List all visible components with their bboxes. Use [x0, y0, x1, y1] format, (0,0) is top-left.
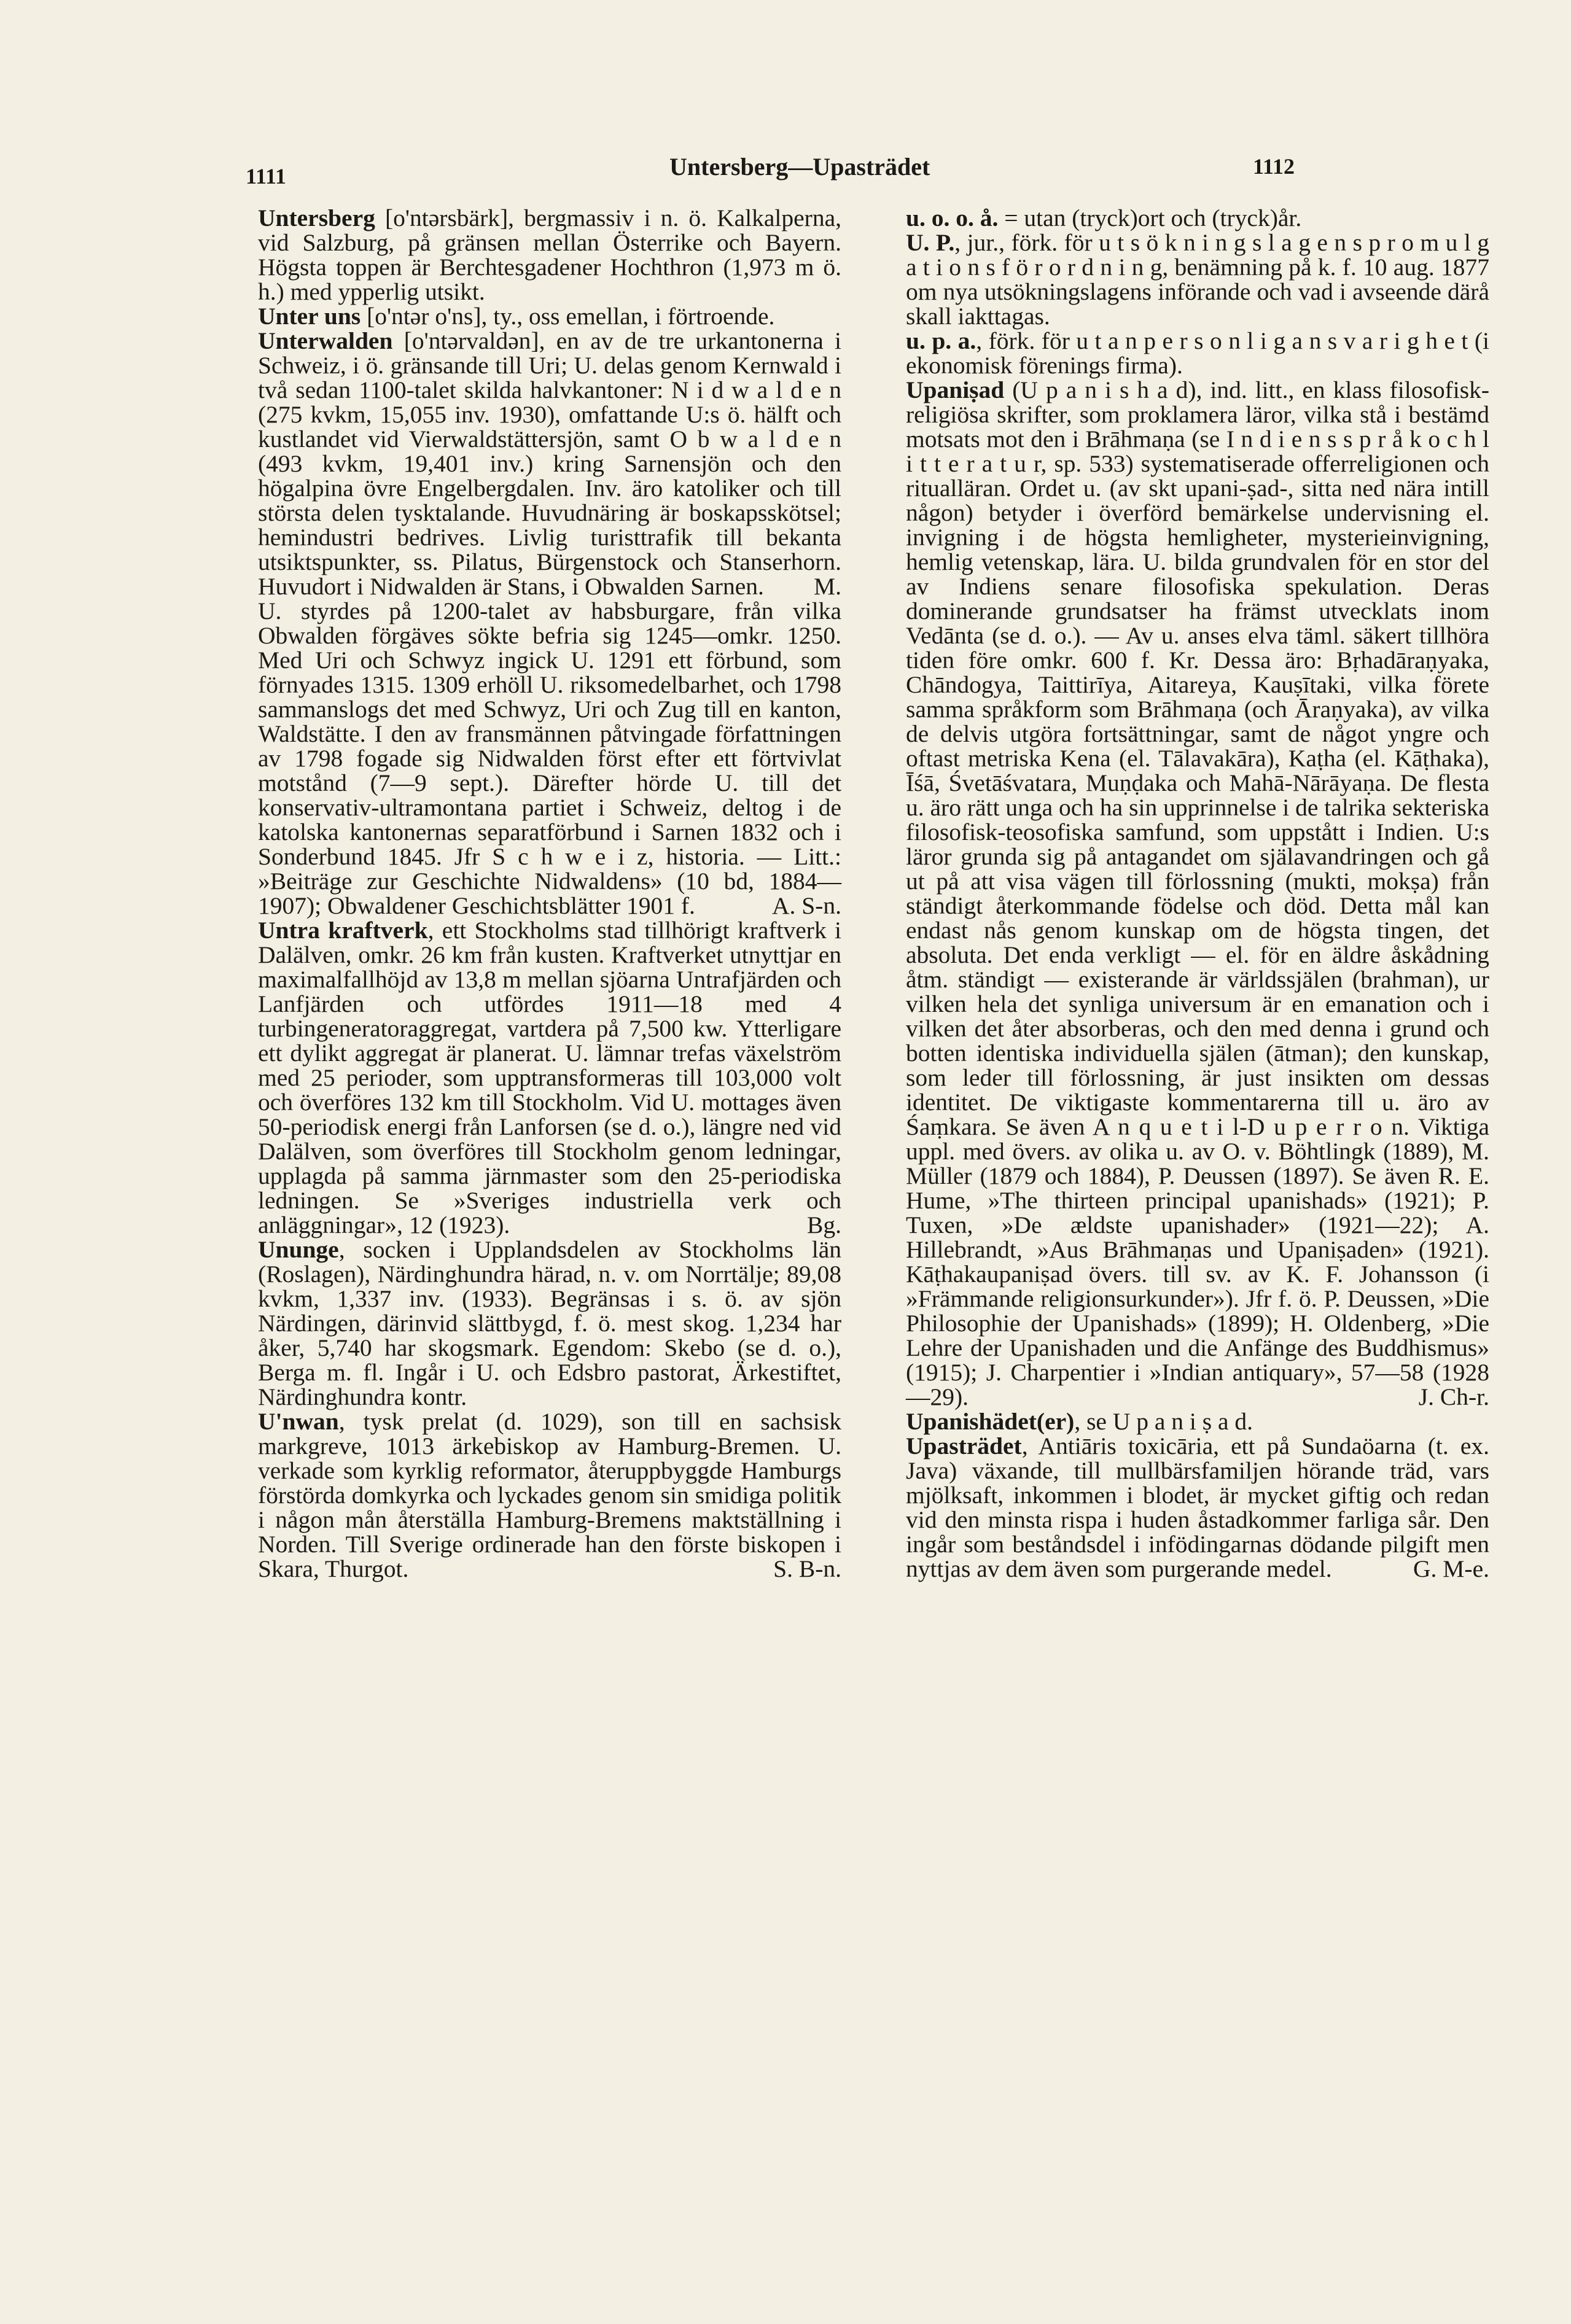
entry-text: , jur., förk. för u t s ö k n i n g s l a g e n s p r o m u l g a t i o n s f ö r o r d n i n g, benämning på k. f. 10 aug. 1877 om nya utsökningslagens införande och vad i avseende därå skall iakttagas.: [906, 229, 1489, 330]
entry-text: = utan (tryck)ort och (tryck)år.: [998, 204, 1302, 231]
page-number-left: 1111: [246, 164, 287, 188]
entry-text: , se U p a n i ṣ a d.: [1074, 1408, 1253, 1435]
entry-text: , Antiāris toxicāria, ett på Sundaöarna (t. ex. Java) växande, till mullbärsfamiljen hörande träd, vars mjölksaft, inkommen i blodet, är mycket giftig och redan vid den minsta rispa i huden åstadkommer farliga sår. Den ingår som beståndsdel i infödingarnas dödande pilgift men nyttjas av dem även som purgerande medel.: [906, 1432, 1489, 1582]
dictionary-entry: [258, 599, 841, 918]
dictionary-entry: [906, 1409, 1489, 1434]
running-title: Untersberg—Upasträdet: [669, 153, 930, 181]
entry-text: [o'ntərvaldən], en av de tre urkantonerna i Schweiz, i ö. gränsande till Uri; U. delas genom Kernwald i två sedan 1100-talet skilda halvkantoner: N i d w a l d e n (275 kvkm, 15,055 inv. 1930), omfattande U:s ö. hälft och kustlandet vid Vierwaldstättersjön, samt O b w a l d e n (493 kvkm, 19,401 inv.) kring Sarnensjön och den högalpina övre Engelbergdalen. Inv. äro katoliker och till största delen tysktalande. Huvudnäring är boskapsskötsel; hemindustri bedrives. Livlig turisttrafik till bekanta utsiktspunkter, ss. Pilatus, Bürgenstock och Stanserhorn. Huvudort i Nidwalden är Stans, i Obwalden Sarnen.: [258, 327, 841, 600]
entry-text: [o'ntərsbärk], bergmassiv i n. ö. Kalkalperna, vid Salzburg, på gränsen mellan Österrike och Bayern. Högsta toppen är Berchtesgadener Hochthron (1,973 m ö. h.) med ypperlig utsikt.: [258, 204, 841, 305]
dictionary-entry: [906, 328, 1489, 378]
entry-text: , ett Stockholms stad tillhörigt kraftverk i Dalälven, omkr. 26 km från kusten. Kraftverket utnyttjar en maximalfallhöjd av 13,8 m mellan sjöarna Untrafjärden och Lanfjärden och utfördes 1911—18 med 4 turbingeneratoraggregat, vartdera på 7,500 kw. Ytterligare ett dylikt aggregat är planerat. U. lämnar trefas växelström med 25 perioder, som upptransformeras till 103,000 volt och överföres 132 km till Stockholm. Vid U. mottages även 50-periodisk energi från Lanforsen (se d. o.), längre ned vid Dalälven, som överföres till Stockholm genom ledningar, upplagda på samma järnmaster som den 25-periodiska ledningen. Se »Sveriges industriella verk och anläggningar», 12 (1923).: [258, 917, 841, 1238]
entry-headword: Untra kraftverk: [258, 917, 428, 944]
dictionary-entry: [258, 328, 841, 599]
author-signature: S. B-n.: [773, 1555, 841, 1582]
author-signature: Bg.: [807, 1211, 841, 1238]
entry-headword: Unter uns: [258, 303, 361, 330]
dictionary-entry: [258, 206, 841, 304]
entry-text: , tysk prelat (d. 1029), son till en sachsisk markgreve, 1013 ärkebiskop av Hamburg-Bremen. U. verkade som kyrklig reformator, återuppbyggde Hamburgs förstörda domkyrka och lyckades genom sin smidiga politik i någon mån återställa Hamburg-Bremens maktställning i Norden. Till Sverige ordinerade han den förste biskopen i Skara, Thurgot.: [258, 1408, 841, 1582]
entry-text: (U p a n i s h a d), ind. litt., en klass filosofisk-religiösa skrifter, som proklamera läror, vilka stå i bestämd motsats mot den i Brāhmaṇa (se I n d i e n s s p r å k o c h l i t t e r a t u r, sp. 533) systematiserade offerreligionen och ritualläran. Ordet u. (av skt upani-ṣad-, sitta ned nära intill någon) betyder i överförd bemärkelse undervisning el. invigning i de högsta hemligheter, mysterieinvigning, hemlig vetenskap, lära. U. bilda grundvalen för en stor del av Indiens senare filosofiska spekulation. Deras dominerande grundsatser ha främst utvecklats inom Vedānta (se d. o.). — Av u. anses elva täml. säkert tillhöra tiden före omkr. 600 f. Kr. Dessa äro: Bṛhadāraṇyaka, Chāndogya, Taittirīya, Aitareya, Kauṣītaki, vilka förete samma språkform som Brāhmaṇa (och Āraṇyaka), av vilka de delvis utgöra fortsättningar, samt de något yngre och oftast metriska Kena (el. Tālavakāra), Kaṭha (el. Kāṭhaka), Īśā, Śvetāśvatara, Muṇḍaka och Mahā-Nārāyaṇa. De flesta u. äro rätt unga och ha sin upprinnelse i de talrika sekteriska filosofisk-teosofiska samfund, som uppstått i Indien. U:s läror grunda sig på antagandet om själavandringen och gå ut på att visa vägen till förlossning (mukti, mokṣa) från ständigt återkommande födelse och död. Detta mål kan endast nås genom kunskap om de högsta tingen, det absoluta. Det enda verkligt — el. för en äldre åskådning åtm. ständigt — existerande är världssjälen (brahman), ur vilken hela det synliga universum är en emanation och i vilken det åter absorberas, och den med denna i grund och botten identiska individuella själen (ātman); den kunskap, som leder till förlossning, är just insikten om dessas identitet. De viktigaste kommentarerna till u. äro av Śaṃkara. Se även A n q u e t i l-D u p e r r o n. Viktiga uppl. med övers. av olika u. av O. v. Böhtlingk (1889), M. Müller (1879 och 1884), P. Deussen (1897). Se även R. E. Hume, »The thirteen principal upanishads» (1921); P. Tuxen, »De ældste upanishader» (1921—22); A. Hillebrandt, »Aus Brāhmaṇas und Upaniṣaden» (1921). Kāṭhakaupaniṣad övers. till sv. av K. F. Johansson (i »Främmande religionsurkunder»). Jfr f. ö. P. Deussen, »Die Philosophie der Upanishads» (1899); H. Oldenberg, »Die Lehre der Upanishaden und die Anfänge des Buddhismus» (1915); J. Charpentier i »Indian antiquary», 57—58 (1928—29).: [906, 376, 1489, 1410]
dictionary-entry: [258, 918, 841, 1237]
entry-headword: U'nwan: [258, 1408, 339, 1435]
dictionary-entry: [258, 304, 841, 328]
dictionary-entry: [906, 378, 1489, 1409]
entry-headword: Unterwalden: [258, 327, 393, 354]
dictionary-entry: [906, 1434, 1489, 1581]
entry-headword: u. p. a.: [906, 327, 977, 354]
dictionary-entry: [906, 206, 1489, 230]
entry-text: , förk. för u t a n p e r s o n l i g a n s v a r i g h e t (i ekonomisk förenings firma).: [906, 327, 1490, 379]
dictionary-entry: [258, 1409, 841, 1581]
dictionary-entry: [906, 230, 1489, 328]
entry-headword: Ununge: [258, 1236, 339, 1263]
entry-headword: Upaniṣad: [906, 376, 1005, 403]
page-number-right: 1112: [1252, 154, 1295, 179]
entry-text: U. styrdes på 1200-talet av habsburgare, från vilka Obwalden förgäves sökte befria sig 1245—omkr. 1250. Med Uri och Schwyz ingick U. 1291 ett förbund, som förnyades 1315. 1309 erhöll U. riksomedelbarhet, och 1798 sammanslogs det med Schwyz, Uri och Zug till en kanton, Waldstätte. I den av fransmännen påtvingade författningen av 1798 fogade sig Nidwalden först efter ett förtvivlat motstånd (7—9 sept.). Därefter hörde U. till det konservativ-ultramontana partiet i Schweiz, deltog i de katolska kantonernas separatförbund i Sarnen 1832 och i Sonderbund 1845. Jfr S c h w e i z, historia. — Litt.: »Beiträge zur Geschichte Nidwaldens» (10 bd, 1884—1907); Obwaldener Geschichtsblätter 1901 f.: [258, 597, 841, 919]
page-header: [0, 147, 1571, 190]
entry-headword: Upanishädet(er): [906, 1408, 1075, 1435]
entry-headword: U. P.: [906, 229, 955, 256]
author-signature: M.: [814, 573, 841, 600]
dictionary-entry: [258, 1237, 841, 1409]
entry-headword: u. o. o. å.: [906, 204, 999, 231]
author-signature: A. S-n.: [771, 892, 841, 919]
right-column: [906, 206, 1489, 1581]
entry-text: [o'ntər o'ns], ty., oss emellan, i förtroende.: [361, 303, 775, 330]
left-column: [258, 206, 841, 1581]
author-signature: J. Ch-r.: [1418, 1383, 1489, 1410]
entry-headword: Untersberg: [258, 204, 375, 231]
entry-headword: Upasträdet: [906, 1432, 1022, 1459]
entry-text: , socken i Upplandsdelen av Stockholms län (Roslagen), Närdinghundra härad, n. v. om Norrtälje; 89,08 kvkm, 1,337 inv. (1933). Begränsas i s. ö. av sjön Närdingen, därinvid slättbygd, f. ö. mest skog. 1,234 har åker, 5,740 har skogsmark. Egendom: Skebo (se d. o.), Berga m. fl. Ingår i U. och Edsbro pastorat, Ärkestiftet, Närdinghundra kontr.: [258, 1236, 841, 1410]
author-signature: G. M-e.: [1413, 1555, 1489, 1582]
